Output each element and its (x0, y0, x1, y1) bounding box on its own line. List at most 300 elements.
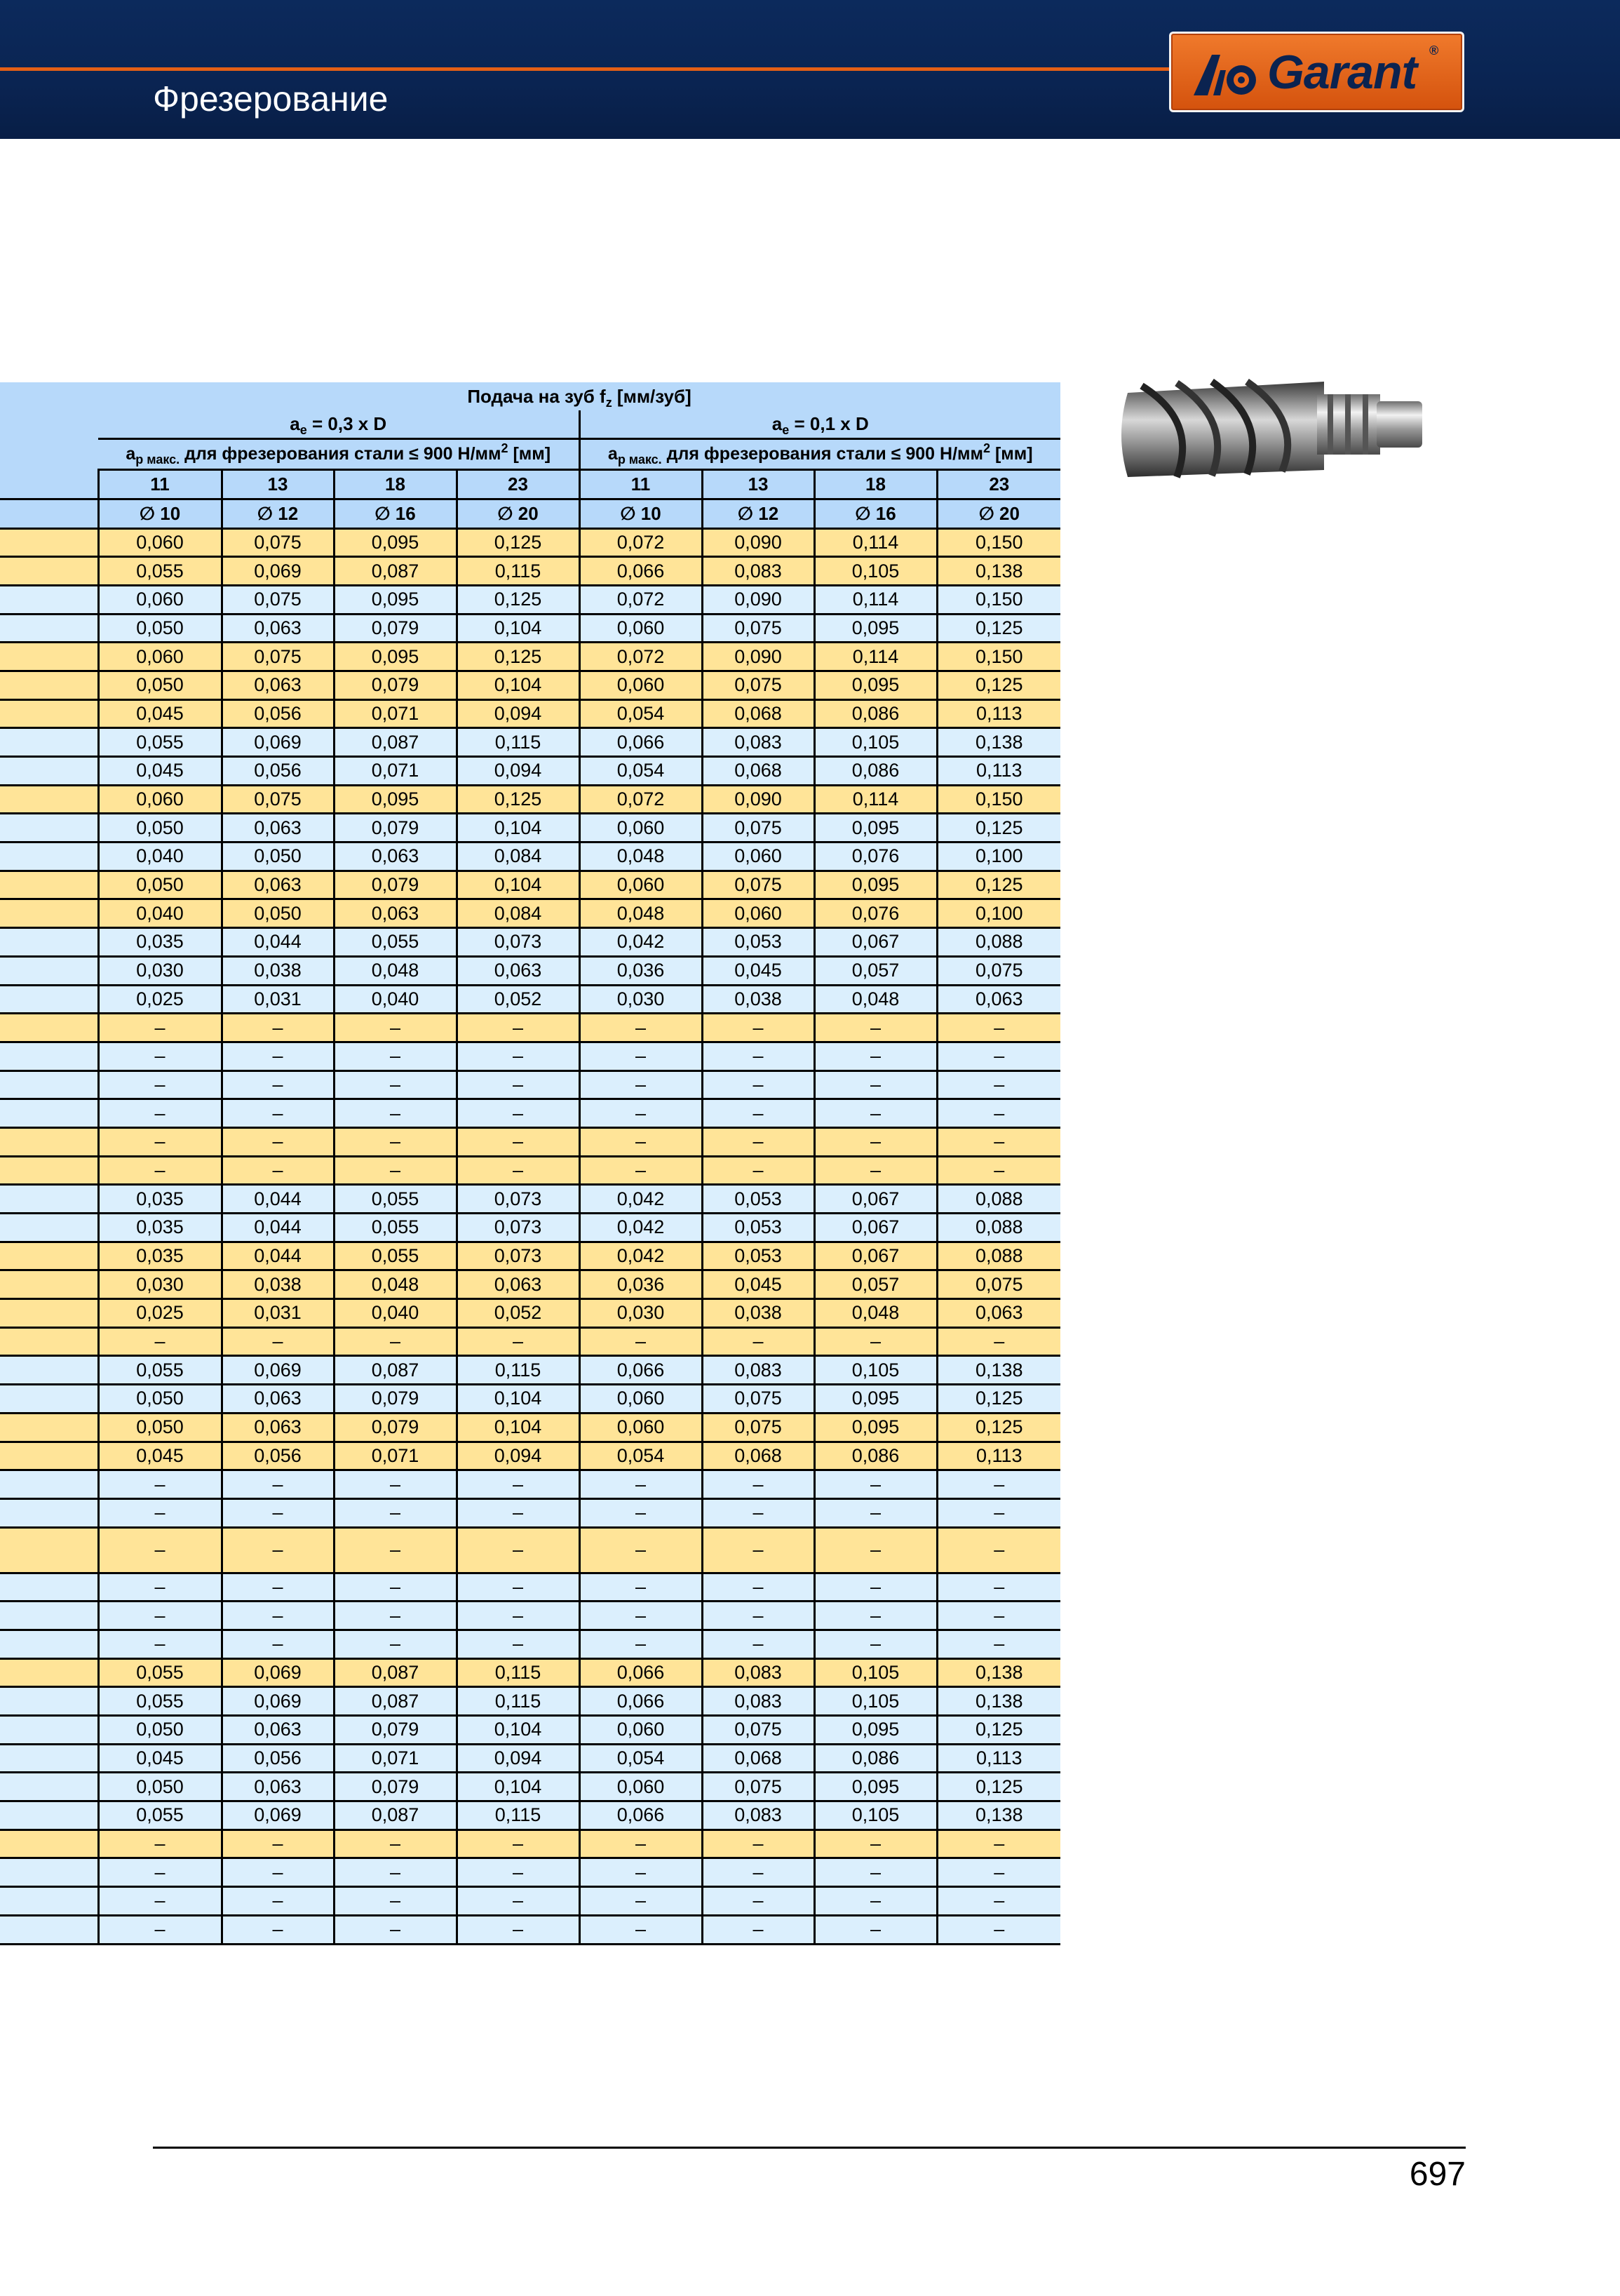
table-title: Подача на зуб $f_z$ [мм/зуб] (98, 382, 1060, 410)
footer-rule (153, 2147, 1466, 2149)
feed-value-cell: 0,054 (579, 1744, 702, 1773)
feed-value-cell: – (937, 1127, 1060, 1156)
feed-value-cell: 0,088 (937, 1214, 1060, 1242)
feed-value-cell: 0,073 (457, 1242, 579, 1270)
feed-value-cell: 0,150 (937, 585, 1060, 614)
feed-value-cell: 0,054 (579, 699, 702, 728)
table-row (0, 557, 1060, 586)
feed-value-cell: – (579, 1070, 702, 1099)
feed-value-cell: 0,071 (334, 699, 457, 728)
feed-value-cell: – (702, 1498, 814, 1527)
feed-value-cell: 0,060 (579, 1716, 702, 1745)
feed-value-cell: – (222, 1527, 334, 1573)
table-row (0, 585, 1060, 614)
feed-value-cell: 0,056 (222, 757, 334, 786)
page-number: 697 (1409, 2156, 1466, 2193)
feed-value-cell: 0,095 (814, 814, 937, 842)
row-side-cell (0, 1716, 98, 1745)
feed-value-cell: 0,090 (702, 528, 814, 557)
feed-value-cell: 0,031 (222, 985, 334, 1014)
row-side-cell (0, 1887, 98, 1916)
feed-value-cell: 0,035 (98, 928, 222, 957)
feed-value-cell: 0,069 (222, 1356, 334, 1385)
feed-value-cell: 0,075 (702, 671, 814, 699)
feed-value-cell: 0,060 (98, 785, 222, 814)
table-row (0, 871, 1060, 899)
feed-value-cell: – (98, 1830, 222, 1858)
feed-value-cell: 0,063 (222, 671, 334, 699)
table-row (0, 814, 1060, 842)
feed-value-cell: 0,079 (334, 614, 457, 643)
feed-value-cell: 0,050 (98, 1716, 222, 1745)
feed-value-cell: – (702, 1858, 814, 1887)
feed-value-cell: 0,038 (222, 956, 334, 985)
feed-value-cell: – (937, 1830, 1060, 1858)
feed-value-cell: 0,138 (937, 728, 1060, 757)
feed-value-cell: 0,138 (937, 557, 1060, 586)
feed-value-cell: 0,088 (937, 1242, 1060, 1270)
diameter-header: ∅ 10 (98, 499, 222, 528)
feed-value-cell: – (937, 1602, 1060, 1630)
feed-value-cell: 0,125 (457, 785, 579, 814)
feed-value-cell: 0,150 (937, 528, 1060, 557)
feed-value-cell: – (814, 1573, 937, 1602)
feed-value-cell: 0,125 (937, 1385, 1060, 1414)
row-side-cell (0, 1185, 98, 1214)
feed-value-cell: 0,084 (457, 842, 579, 871)
table-row (0, 1042, 1060, 1070)
group-ae-03: $a_e = 0,3$ x D (98, 410, 579, 438)
diameter-header: ∅ 12 (702, 499, 814, 528)
row-side-cell (0, 1413, 98, 1442)
feed-value-cell: 0,115 (457, 1801, 579, 1830)
feed-value-cell: – (579, 1830, 702, 1858)
feed-value-cell: – (702, 1915, 814, 1944)
garant-logo-icon (1192, 49, 1262, 98)
feed-value-cell: – (457, 1527, 579, 1573)
feed-value-cell: 0,095 (814, 871, 937, 899)
table-row (0, 928, 1060, 957)
row-side-cell (0, 757, 98, 786)
feed-value-cell: 0,063 (937, 985, 1060, 1014)
feed-value-cell: 0,075 (702, 1773, 814, 1801)
feed-value-cell: – (579, 1099, 702, 1128)
feed-value-cell: 0,030 (98, 1270, 222, 1299)
feed-value-cell: 0,030 (98, 956, 222, 985)
feed-value-cell: – (98, 1327, 222, 1356)
feed-value-cell: 0,067 (814, 1185, 937, 1214)
feed-value-cell: 0,045 (98, 1744, 222, 1773)
feed-value-cell: 0,113 (937, 1442, 1060, 1470)
ap-value-header: 23 (937, 469, 1060, 499)
feed-value-cell: 0,036 (579, 956, 702, 985)
feed-value-cell: 0,055 (98, 557, 222, 586)
feed-value-cell: – (579, 1127, 702, 1156)
feed-value-cell: 0,067 (814, 928, 937, 957)
feed-value-cell: 0,114 (814, 528, 937, 557)
feed-value-cell: – (222, 1070, 334, 1099)
feed-value-cell: 0,063 (222, 814, 334, 842)
feed-value-cell: 0,050 (98, 1385, 222, 1414)
feed-value-cell: – (814, 1630, 937, 1658)
feed-value-cell: 0,105 (814, 1658, 937, 1687)
feed-value-cell: – (98, 1573, 222, 1602)
feed-value-cell: 0,052 (457, 985, 579, 1014)
feed-value-cell: 0,105 (814, 728, 937, 757)
feed-value-cell: – (814, 1099, 937, 1128)
feed-value-cell: 0,050 (222, 842, 334, 871)
table-row (0, 1214, 1060, 1242)
feed-value-cell: 0,095 (334, 528, 457, 557)
feed-value-cell: 0,150 (937, 643, 1060, 671)
feed-value-cell: – (334, 1327, 457, 1356)
feed-value-cell: 0,060 (579, 871, 702, 899)
feed-value-cell: – (222, 1573, 334, 1602)
feed-value-cell: – (814, 1498, 937, 1527)
feed-value-cell: 0,104 (457, 671, 579, 699)
feed-value-cell: 0,114 (814, 643, 937, 671)
ap-value-header: 11 (579, 469, 702, 499)
row-side-cell (0, 1744, 98, 1773)
feed-value-cell: 0,083 (702, 1658, 814, 1687)
feed-value-cell: 0,040 (334, 985, 457, 1014)
row-side-cell (0, 1014, 98, 1042)
row-side-cell (0, 1915, 98, 1944)
feed-value-cell: – (457, 1602, 579, 1630)
feed-value-cell: – (702, 1470, 814, 1499)
feed-value-cell: 0,105 (814, 1356, 937, 1385)
feed-value-cell: – (937, 1470, 1060, 1499)
table-row (0, 1356, 1060, 1385)
feed-value-cell: – (579, 1630, 702, 1658)
feed-value-cell: 0,125 (937, 1413, 1060, 1442)
feed-value-cell: – (579, 1327, 702, 1356)
feed-value-cell: 0,083 (702, 1356, 814, 1385)
table-row (0, 785, 1060, 814)
feed-value-cell: 0,066 (579, 728, 702, 757)
feed-value-cell: – (702, 1602, 814, 1630)
feed-value-cell: 0,052 (457, 1299, 579, 1328)
feed-value-cell: 0,100 (937, 842, 1060, 871)
feed-value-cell: – (814, 1527, 937, 1573)
table-row (0, 1185, 1060, 1214)
feed-value-cell: – (702, 1070, 814, 1099)
feed-value-cell: 0,104 (457, 1773, 579, 1801)
row-side-cell (0, 585, 98, 614)
feed-value-cell: 0,095 (814, 1385, 937, 1414)
table-row (0, 757, 1060, 786)
feed-value-cell: 0,055 (98, 1687, 222, 1716)
feed-value-cell: 0,063 (334, 842, 457, 871)
feed-value-cell: 0,045 (702, 956, 814, 985)
feed-value-cell: – (579, 1887, 702, 1916)
feed-value-cell: – (814, 1887, 937, 1916)
row-side-cell (0, 1801, 98, 1830)
feed-value-cell: – (457, 1042, 579, 1070)
feed-value-cell: 0,053 (702, 1242, 814, 1270)
feed-value-cell: 0,075 (937, 1270, 1060, 1299)
feed-value-cell: 0,088 (937, 1185, 1060, 1214)
end-mill-cutter-image (1114, 365, 1436, 491)
feed-value-cell: 0,060 (579, 671, 702, 699)
feed-value-cell: 0,094 (457, 699, 579, 728)
feed-value-cell: – (937, 1014, 1060, 1042)
feed-value-cell: 0,067 (814, 1214, 937, 1242)
feed-value-cell: 0,090 (702, 785, 814, 814)
row-side-cell (0, 871, 98, 899)
feed-value-cell: – (702, 1042, 814, 1070)
feed-value-cell: 0,066 (579, 557, 702, 586)
feed-value-cell: 0,055 (334, 1242, 457, 1270)
feed-value-cell: 0,042 (579, 1185, 702, 1214)
row-side-cell (0, 728, 98, 757)
feed-value-cell: – (579, 1498, 702, 1527)
feed-value-cell: – (457, 1915, 579, 1944)
row-side-cell (0, 899, 98, 928)
feed-value-cell: 0,063 (222, 1716, 334, 1745)
feed-value-cell: 0,050 (98, 614, 222, 643)
feed-value-cell: 0,063 (457, 956, 579, 985)
feed-value-cell: – (98, 1127, 222, 1156)
feed-value-cell: 0,095 (814, 614, 937, 643)
feed-value-cell: 0,115 (457, 728, 579, 757)
feed-value-cell: 0,057 (814, 1270, 937, 1299)
row-side-cell (0, 1356, 98, 1385)
feed-value-cell: – (579, 1470, 702, 1499)
feed-value-cell: – (334, 1858, 457, 1887)
table-row (0, 1887, 1060, 1916)
feed-value-cell: – (937, 1527, 1060, 1573)
table-row (0, 1442, 1060, 1470)
feed-value-cell: 0,030 (579, 1299, 702, 1328)
feed-value-cell: 0,083 (702, 557, 814, 586)
feed-value-cell: – (222, 1602, 334, 1630)
feed-value-cell: 0,104 (457, 1385, 579, 1414)
feed-value-cell: 0,105 (814, 1687, 937, 1716)
row-side-cell (0, 557, 98, 586)
diameter-header: ∅ 16 (814, 499, 937, 528)
table-row (0, 1156, 1060, 1185)
feed-value-cell: – (334, 1830, 457, 1858)
feed-value-cell: 0,054 (579, 1442, 702, 1470)
feed-value-cell: 0,035 (98, 1214, 222, 1242)
row-side-cell (0, 1470, 98, 1499)
row-side-cell (0, 1498, 98, 1527)
table-row (0, 699, 1060, 728)
feed-value-cell: 0,083 (702, 1687, 814, 1716)
feed-value-cell: – (579, 1602, 702, 1630)
feed-value-cell: – (702, 1156, 814, 1185)
row-side-cell (0, 1573, 98, 1602)
table-row (0, 1830, 1060, 1858)
table-row (0, 1915, 1060, 1944)
table-row (0, 1014, 1060, 1042)
feed-per-tooth-table (0, 382, 1060, 1945)
feed-value-cell: 0,069 (222, 1687, 334, 1716)
feed-value-cell: 0,067 (814, 1242, 937, 1270)
feed-value-cell: – (334, 1014, 457, 1042)
feed-value-cell: 0,076 (814, 842, 937, 871)
feed-value-cell: – (457, 1127, 579, 1156)
row-side-cell (0, 643, 98, 671)
feed-value-cell: – (937, 1070, 1060, 1099)
feed-value-cell: 0,054 (579, 757, 702, 786)
feed-value-cell: 0,048 (334, 956, 457, 985)
feed-value-cell: 0,044 (222, 928, 334, 957)
feed-value-cell: 0,084 (457, 899, 579, 928)
feed-value-cell: 0,063 (222, 1385, 334, 1414)
feed-value-cell: – (457, 1156, 579, 1185)
feed-value-cell: – (579, 1527, 702, 1573)
feed-value-cell: 0,079 (334, 1773, 457, 1801)
row-side-cell (0, 928, 98, 957)
feed-value-cell: – (98, 1470, 222, 1499)
feed-value-cell: 0,086 (814, 1744, 937, 1773)
feed-value-cell: 0,115 (457, 1658, 579, 1687)
feed-value-cell: – (98, 1915, 222, 1944)
feed-value-cell: 0,087 (334, 557, 457, 586)
feed-value-cell: 0,068 (702, 757, 814, 786)
group-ae-01: $a_e = 0,1$ x D (579, 410, 1060, 438)
table-row (0, 1773, 1060, 1801)
row-side-cell (0, 1385, 98, 1414)
feed-value-cell: 0,079 (334, 814, 457, 842)
feed-value-cell: – (702, 1573, 814, 1602)
table-row (0, 1413, 1060, 1442)
row-side-cell (0, 1830, 98, 1858)
feed-value-cell: 0,060 (579, 614, 702, 643)
feed-value-cell: 0,095 (334, 585, 457, 614)
feed-value-cell: – (937, 1858, 1060, 1887)
row-side-cell (0, 1773, 98, 1801)
table-row (0, 1630, 1060, 1658)
feed-value-cell: 0,044 (222, 1214, 334, 1242)
feed-value-cell: – (814, 1070, 937, 1099)
feed-value-cell: 0,075 (702, 1716, 814, 1745)
feed-value-cell: 0,125 (457, 528, 579, 557)
feed-value-cell: 0,050 (98, 871, 222, 899)
feed-value-cell: 0,114 (814, 785, 937, 814)
feed-value-cell: 0,079 (334, 1413, 457, 1442)
feed-value-cell: – (937, 1042, 1060, 1070)
feed-value-cell: 0,071 (334, 757, 457, 786)
feed-value-cell: – (702, 1327, 814, 1356)
feed-value-cell: 0,138 (937, 1356, 1060, 1385)
feed-value-cell: – (579, 1573, 702, 1602)
feed-value-cell: 0,060 (702, 842, 814, 871)
feed-value-cell: 0,055 (98, 1801, 222, 1830)
feed-value-cell: – (702, 1127, 814, 1156)
feed-value-cell: 0,055 (334, 928, 457, 957)
feed-value-cell: – (222, 1915, 334, 1944)
feed-value-cell: – (98, 1014, 222, 1042)
feed-value-cell: 0,083 (702, 1801, 814, 1830)
feed-value-cell: 0,050 (98, 671, 222, 699)
feed-value-cell: – (457, 1498, 579, 1527)
row-side-cell (0, 1127, 98, 1156)
feed-value-cell: 0,095 (814, 1773, 937, 1801)
feed-value-cell: – (937, 1887, 1060, 1916)
feed-value-cell: 0,138 (937, 1658, 1060, 1687)
feed-value-cell: 0,050 (98, 1773, 222, 1801)
table-row (0, 1858, 1060, 1887)
feed-value-cell: 0,025 (98, 1299, 222, 1328)
feed-value-cell: 0,115 (457, 1356, 579, 1385)
ap-value-header: 13 (702, 469, 814, 499)
feed-value-cell: – (222, 1099, 334, 1128)
feed-value-cell: 0,090 (702, 585, 814, 614)
feed-value-cell: – (98, 1099, 222, 1128)
row-side-cell (0, 1070, 98, 1099)
feed-value-cell: 0,075 (702, 614, 814, 643)
feed-value-cell: 0,104 (457, 871, 579, 899)
feed-value-cell: 0,087 (334, 1658, 457, 1687)
feed-value-cell: 0,075 (937, 956, 1060, 985)
row-side-cell (0, 1327, 98, 1356)
table-row (0, 614, 1060, 643)
feed-value-cell: 0,042 (579, 928, 702, 957)
table-row (0, 1299, 1060, 1328)
table-row (0, 1070, 1060, 1099)
feed-value-cell: – (814, 1014, 937, 1042)
row-side-cell (0, 1156, 98, 1185)
feed-value-cell: 0,060 (579, 1413, 702, 1442)
feed-value-cell: 0,072 (579, 585, 702, 614)
feed-value-cell: 0,038 (222, 1270, 334, 1299)
feed-value-cell: – (98, 1156, 222, 1185)
feed-value-cell: – (334, 1127, 457, 1156)
feed-value-cell: 0,066 (579, 1356, 702, 1385)
feed-value-cell: 0,042 (579, 1214, 702, 1242)
feed-value-cell: – (222, 1014, 334, 1042)
feed-value-cell: 0,095 (814, 671, 937, 699)
feed-value-cell: 0,071 (334, 1442, 457, 1470)
feed-value-cell: – (98, 1630, 222, 1658)
feed-value-cell: 0,095 (334, 785, 457, 814)
feed-value-cell: 0,075 (702, 871, 814, 899)
feed-value-cell: – (334, 1099, 457, 1128)
feed-value-cell: – (98, 1887, 222, 1916)
table-row (0, 643, 1060, 671)
feed-value-cell: 0,086 (814, 757, 937, 786)
feed-value-cell: 0,038 (702, 985, 814, 1014)
row-side-cell (0, 814, 98, 842)
page-title: Фрезерование (153, 79, 389, 119)
feed-value-cell: 0,088 (937, 928, 1060, 957)
feed-value-cell: 0,087 (334, 1356, 457, 1385)
feed-value-cell: – (98, 1498, 222, 1527)
table-row (0, 1327, 1060, 1356)
feed-value-cell: – (457, 1070, 579, 1099)
feed-value-cell: 0,066 (579, 1687, 702, 1716)
feed-value-cell: – (579, 1042, 702, 1070)
feed-value-cell: – (334, 1498, 457, 1527)
table-row (0, 899, 1060, 928)
feed-value-cell: 0,104 (457, 614, 579, 643)
feed-value-cell: 0,063 (222, 1773, 334, 1801)
feed-value-cell: – (334, 1470, 457, 1499)
ap-value-header: 18 (814, 469, 937, 499)
feed-value-cell: – (814, 1327, 937, 1356)
row-side-cell (0, 1242, 98, 1270)
feed-value-cell: 0,104 (457, 1413, 579, 1442)
feed-value-cell: 0,094 (457, 1744, 579, 1773)
feed-value-cell: 0,086 (814, 699, 937, 728)
feed-value-cell: 0,076 (814, 899, 937, 928)
feed-value-cell: – (98, 1602, 222, 1630)
row-side-cell (0, 1299, 98, 1328)
feed-value-cell: 0,066 (579, 1801, 702, 1830)
